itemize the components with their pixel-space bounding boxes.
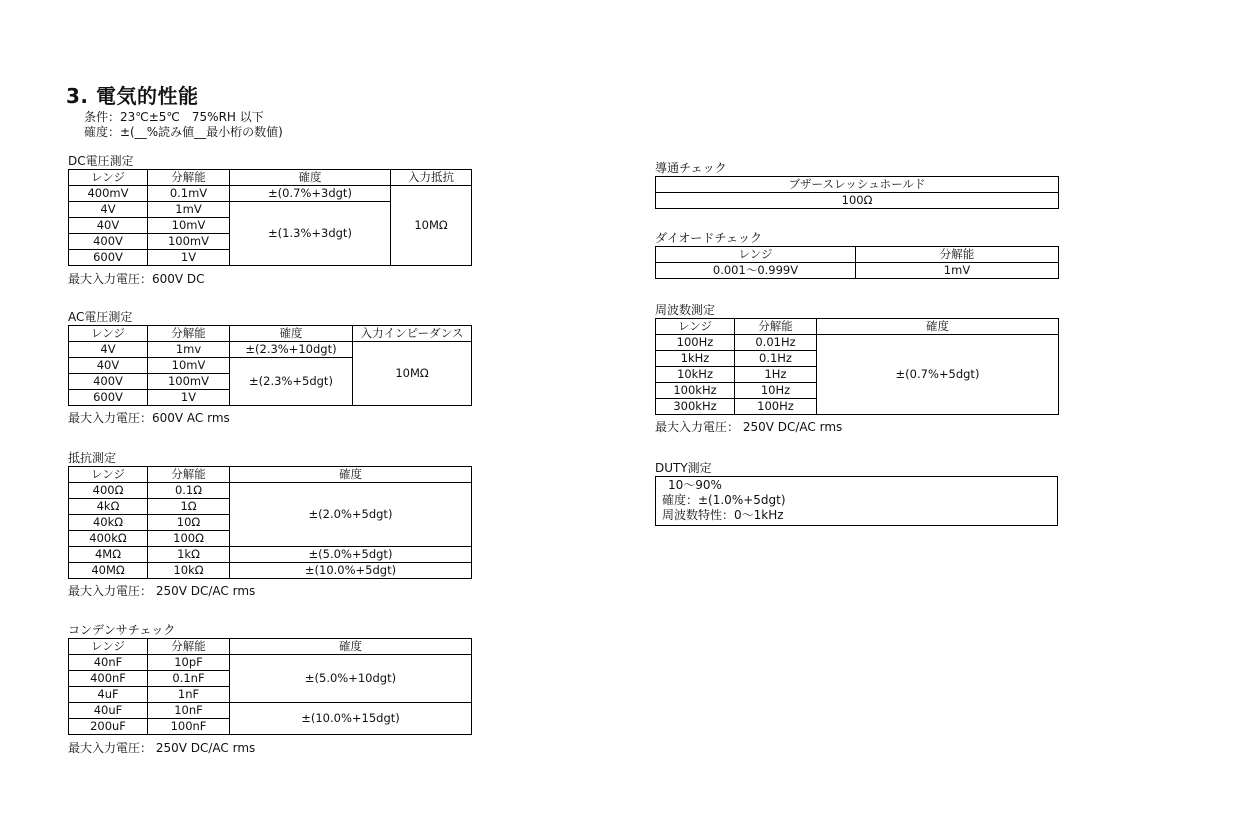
accuracy-cell: ±(2.3%+10dgt) [230, 342, 353, 358]
duty-title: DUTY測定 [655, 461, 712, 475]
resolution-cell: 1mv [148, 342, 230, 358]
range-cell: 400V [69, 374, 148, 390]
table-row [69, 547, 472, 563]
ac-voltage-note: 最大入力電圧：600V AC rms [68, 411, 230, 425]
page-title: 3. 電気的性能 [66, 84, 199, 108]
range-cell: 40nF [69, 655, 148, 671]
range-cell: 600V [69, 250, 148, 266]
accuracy-cell: ±(2.3%+5dgt) [230, 358, 353, 406]
condition-line: 条件：23℃±5℃ 75%RH 以下 [84, 110, 264, 124]
range-cell: 40V [69, 218, 148, 234]
capacitance-note: 最大入力電圧： 250V DC/AC rms [68, 741, 256, 755]
range-cell: 40kΩ [69, 515, 148, 531]
range-cell: 0.001～0.999V [656, 263, 856, 279]
range-cell: 4uF [69, 687, 148, 703]
resolution-cell: 100mV [148, 374, 230, 390]
range-cell: 400mV [69, 186, 148, 202]
impedance-cell: 10MΩ [391, 186, 472, 266]
resistance-note: 最大入力電圧： 250V DC/AC rms [68, 584, 256, 598]
header-range: レンジ [656, 319, 735, 335]
frequency-table [655, 318, 1059, 415]
continuity-title: 導通チェック [655, 161, 727, 175]
diode-title: ダイオードチェック [655, 231, 763, 245]
dc-voltage-title: DC電圧測定 [68, 154, 134, 168]
accuracy-cell: ±(0.7%+3dgt) [230, 186, 391, 202]
accuracy-cell: ±(5.0%+10dgt) [230, 655, 472, 703]
dc-voltage-table [68, 169, 472, 266]
accuracy-cell: ±(0.7%+5dgt) [817, 335, 1059, 415]
duty-accuracy: 確度：±(1.0%+5dgt) [662, 493, 786, 507]
range-cell: 10kHz [656, 367, 735, 383]
range-cell: 200uF [69, 719, 148, 735]
duty-frequency-response: 周波数特性：0～1kHz [662, 508, 784, 522]
header-range: レンジ [69, 639, 148, 655]
range-cell: 4kΩ [69, 499, 148, 515]
range-cell: 4V [69, 202, 148, 218]
header-resolution: 分解能 [148, 326, 230, 342]
ac-voltage-table [68, 325, 472, 406]
table-row [69, 483, 472, 499]
header-range: レンジ [656, 247, 856, 263]
range-cell: 4MΩ [69, 547, 148, 563]
resolution-cell: 100Ω [148, 531, 230, 547]
range-cell: 400V [69, 234, 148, 250]
accuracy-cell: ±(10.0%+15dgt) [230, 703, 472, 735]
table-header-row [656, 319, 1059, 335]
resolution-cell: 1nF [148, 687, 230, 703]
resolution-cell: 100Hz [735, 399, 817, 415]
table-row [69, 563, 472, 579]
duty-box [655, 476, 1058, 526]
resolution-cell: 1V [148, 250, 230, 266]
header-buzzer-threshold: ブザースレッシュホールド [656, 177, 1059, 193]
resolution-cell: 0.1mV [148, 186, 230, 202]
frequency-title: 周波数測定 [655, 303, 716, 317]
table-header-row [69, 170, 472, 186]
range-cell: 1kHz [656, 351, 735, 367]
resolution-cell: 1mV [148, 202, 230, 218]
accuracy-cell: ±(10.0%+5dgt) [230, 563, 472, 579]
header-impedance: 入力インピーダンス [353, 326, 472, 342]
header-resolution: 分解能 [735, 319, 817, 335]
resolution-cell: 10mV [148, 218, 230, 234]
resolution-cell: 10nF [148, 703, 230, 719]
table-header-row [69, 639, 472, 655]
range-cell: 40MΩ [69, 563, 148, 579]
table-row [69, 703, 472, 719]
accuracy-cell: ±(2.0%+5dgt) [230, 483, 472, 547]
resolution-cell: 100mV [148, 234, 230, 250]
range-cell: 4V [69, 342, 148, 358]
header-accuracy: 確度 [230, 170, 391, 186]
header-resolution: 分解能 [148, 467, 230, 483]
table-row [69, 655, 472, 671]
resolution-cell: 1Ω [148, 499, 230, 515]
resistance-title: 抵抗測定 [68, 451, 117, 465]
table-row [656, 263, 1059, 279]
resolution-cell: 1Hz [735, 367, 817, 383]
header-accuracy: 確度 [230, 326, 353, 342]
header-accuracy: 確度 [230, 639, 472, 655]
table-header-row [656, 247, 1059, 263]
range-cell: 100kHz [656, 383, 735, 399]
table-header-row [656, 177, 1059, 193]
range-cell: 40V [69, 358, 148, 374]
table-row [69, 342, 472, 358]
header-range: レンジ [69, 467, 148, 483]
range-cell: 600V [69, 390, 148, 406]
header-range: レンジ [69, 326, 148, 342]
table-header-row [69, 467, 472, 483]
resolution-cell: 0.01Hz [735, 335, 817, 351]
resolution-cell: 100nF [148, 719, 230, 735]
header-range: レンジ [69, 170, 148, 186]
continuity-table [655, 176, 1059, 209]
resolution-cell: 10kΩ [148, 563, 230, 579]
header-impedance: 入力抵抗 [391, 170, 472, 186]
range-cell: 100Hz [656, 335, 735, 351]
header-accuracy: 確度 [817, 319, 1059, 335]
range-cell: 400kΩ [69, 531, 148, 547]
resolution-cell: 1mV [856, 263, 1059, 279]
frequency-note: 最大入力電圧： 250V DC/AC rms [655, 420, 843, 434]
resolution-cell: 0.1nF [148, 671, 230, 687]
table-row [69, 186, 472, 202]
resolution-cell: 10Ω [148, 515, 230, 531]
accuracy-cell: ±(1.3%+3dgt) [230, 202, 391, 266]
header-resolution: 分解能 [148, 170, 230, 186]
capacitance-title: コンデンサチェック [68, 623, 176, 637]
table-header-row [69, 326, 472, 342]
resolution-cell: 10mV [148, 358, 230, 374]
table-row [656, 193, 1059, 209]
table-row [656, 335, 1059, 351]
header-resolution: 分解能 [148, 639, 230, 655]
range-cell: 400Ω [69, 483, 148, 499]
resolution-cell: 1V [148, 390, 230, 406]
header-accuracy: 確度 [230, 467, 472, 483]
resolution-cell: 0.1Ω [148, 483, 230, 499]
resolution-cell: 0.1Hz [735, 351, 817, 367]
capacitance-table [68, 638, 472, 735]
resolution-cell: 10Hz [735, 383, 817, 399]
ac-voltage-title: AC電圧測定 [68, 310, 133, 324]
range-cell: 300kHz [656, 399, 735, 415]
dc-voltage-note: 最大入力電圧：600V DC [68, 272, 205, 286]
duty-range: 10～90% [668, 478, 722, 492]
impedance-cell: 10MΩ [353, 342, 472, 406]
resistance-table [68, 466, 472, 579]
resolution-cell: 10pF [148, 655, 230, 671]
threshold-cell: 100Ω [656, 193, 1059, 209]
range-cell: 400nF [69, 671, 148, 687]
header-resolution: 分解能 [856, 247, 1059, 263]
accuracy-cell: ±(5.0%+5dgt) [230, 547, 472, 563]
conditions [84, 110, 283, 140]
diode-table [655, 246, 1059, 279]
resolution-cell: 1kΩ [148, 547, 230, 563]
range-cell: 40uF [69, 703, 148, 719]
condition-line: 確度：±(__%読み値__最小桁の数値) [84, 125, 283, 139]
